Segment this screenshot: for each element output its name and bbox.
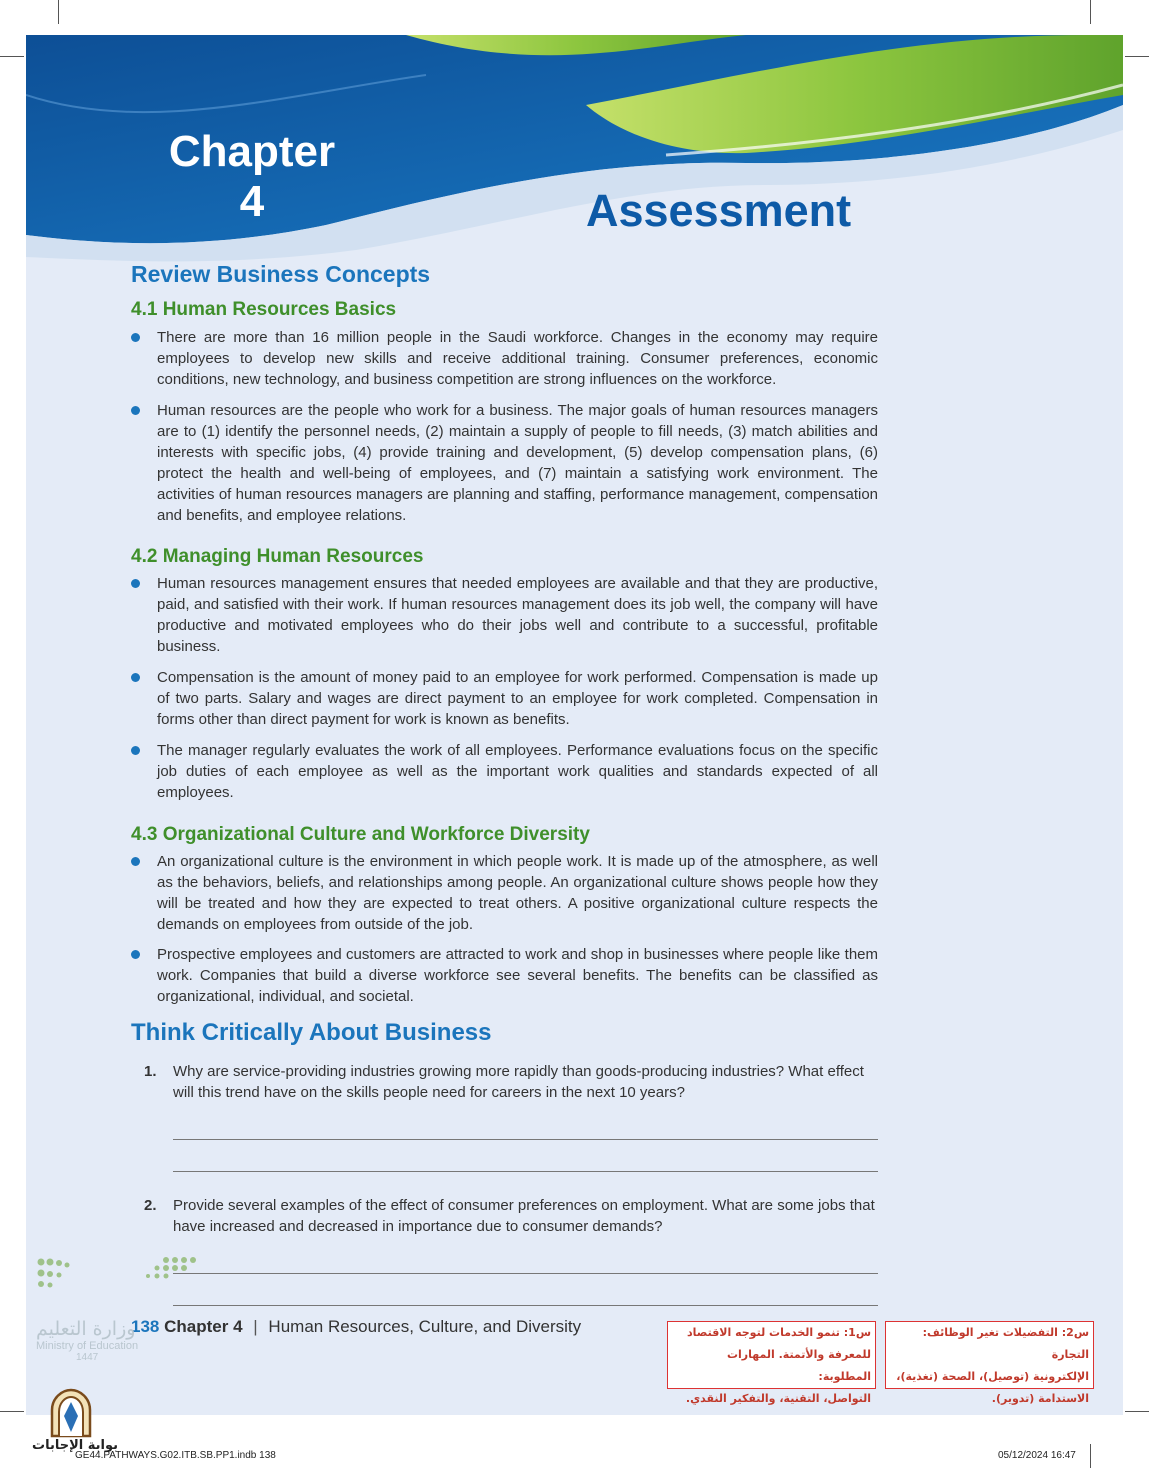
answer-line-text: التواصل، التقنية، والتفكير النقدي. <box>685 1392 871 1405</box>
bullet-item <box>131 400 878 526</box>
chapter-label <box>162 127 342 227</box>
question-number: 1. <box>144 1063 157 1080</box>
footer-chapter-title: Human Resources, Culture, and Diversity <box>268 1317 582 1336</box>
question-item <box>144 1195 878 1237</box>
section-title-4-1: 4.1 Human Resources Basics <box>131 299 397 320</box>
bullet-text: An organizational culture is the environment in which people work. It is made up of the atmosphere, as well as the behaviors, beliefs, and relationships among people. An organizational culture shows people how they will be treated and how they are expected to treat others. A positive organizational culture respects the demands on employees from outside of the job. <box>157 853 878 933</box>
answer-line[interactable] <box>173 1305 878 1306</box>
ministry-english: Ministry of Education <box>36 1340 139 1352</box>
bullet-item <box>131 573 878 657</box>
answer-line-text: للمعرفة والأتمتة. المهارات المطلوبة: <box>726 1348 871 1383</box>
bullet-item <box>131 851 878 935</box>
ministry-logo <box>36 1318 216 1363</box>
crop-mark <box>1125 1411 1149 1412</box>
answer-line[interactable] <box>173 1273 878 1274</box>
ministry-dots-icon <box>36 1256 206 1296</box>
textbook-page <box>26 35 1123 1415</box>
footer-separator: | <box>253 1317 258 1336</box>
question-text: Why are service-providing industries growing more rapidly than goods-producing industries? What effect will this trend have on the skills people need for careers in the next 10 years? <box>173 1063 864 1101</box>
footer-chapter: Chapter 4 <box>164 1317 243 1336</box>
page-title: Assessment <box>586 185 852 236</box>
review-heading: Review Business Concepts <box>131 261 431 287</box>
chapter-word: Chapter <box>168 127 336 176</box>
ministry-arabic: وزارة التعليم <box>36 1318 136 1340</box>
answer-line-text: س1: تنمو الخدمات لتوجه الاقتصاد <box>686 1326 871 1339</box>
crop-mark <box>58 0 59 24</box>
chapter-number: 4 <box>239 177 265 226</box>
bullet-text: Human resources are the people who work for a business. The major goals of human resources managers are to (1) identify the personnel needs, (2) maintain a supply of people to fill needs, (3) match abilities and interests with specific jobs, (4) provide training and development, (5) develop compensation plans, (6) protect the health and well-being of employees, and (7) maintain a satisfying work environment. The activities of human resources managers are planning and staffing, performance management, compensation and benefits, and employee relations. <box>157 402 878 524</box>
bullet-dot-icon <box>131 857 140 866</box>
answer-line[interactable] <box>173 1139 878 1140</box>
bullet-dot-icon <box>131 333 140 342</box>
bullet-item <box>131 667 878 730</box>
bullet-text: There are more than 16 million people in the Saudi workforce. Changes in the economy may require employees to develop new skills and receive additional training. Consumer preferences, economic conditions, new technology, and business competition are strong influences on the workforce. <box>157 329 878 388</box>
answer-box-1 <box>667 1321 876 1405</box>
question-item <box>144 1061 878 1103</box>
ministry-year: 1447 <box>76 1352 99 1363</box>
answer-line-text: الإلكترونية (توصيل)، الصحة (تغذية)، <box>896 1370 1089 1383</box>
bullet-dot-icon <box>131 579 140 588</box>
bullet-dot-icon <box>131 746 140 755</box>
site-logo-icon <box>48 1388 94 1438</box>
bullet-text: The manager regularly evaluates the work of all employees. Performance evaluations focus on the specific job duties of each employee as well as the important work qualities and standards expected of all employees. <box>157 742 878 801</box>
site-label: بوابة الإجابات <box>32 1438 118 1453</box>
bullet-dot-icon <box>131 406 140 415</box>
crop-mark <box>1090 0 1091 24</box>
file-slug: GE44.PATHWAYS.G02.ITB.SB.PP1.indb 138 <box>75 1450 276 1461</box>
bullet-text: Prospective employees and customers are attracted to work and shop in businesses where people like them work. Companies that build a diverse workforce see several benefits. The benefits can be classified as organizational, individual, and societal. <box>157 946 878 1005</box>
section-title-4-2: 4.2 Managing Human Resources <box>131 546 424 567</box>
question-text: Provide several examples of the effect of consumer preferences on employment. What are some jobs that have increased and decreased in importance due to consumer demands? <box>173 1197 875 1235</box>
crop-mark <box>0 1411 24 1412</box>
bullet-item <box>131 944 878 1007</box>
section-title-4-3: 4.3 Organizational Culture and Workforce Diversity <box>131 824 590 845</box>
bullet-text: Human resources management ensures that needed employees are available and that they are productive, paid, and satisfied with their work. If human resources management does its job well, the company will have productive and motivated employees who do their jobs well and contribute to a successful, profitable business. <box>157 575 878 655</box>
question-number: 2. <box>144 1197 157 1214</box>
crop-mark <box>1125 56 1149 57</box>
crop-mark <box>0 56 24 57</box>
think-heading: Think Critically About Business <box>131 1019 492 1046</box>
bullet-dot-icon <box>131 950 140 959</box>
answer-box-2 <box>885 1321 1094 1405</box>
answer-line[interactable] <box>173 1171 878 1172</box>
bullet-item <box>131 327 878 390</box>
page-number: 138 <box>131 1317 160 1336</box>
answer-line-text: الاستدامة (تدوير). <box>991 1392 1089 1405</box>
date-slug: 05/12/2024 16:47 <box>998 1450 1076 1461</box>
bullet-dot-icon <box>131 673 140 682</box>
crop-mark <box>1090 1444 1091 1468</box>
answer-line-text: س2: التفضيلات تغير الوظائف: التجارة <box>922 1326 1089 1361</box>
bullet-item <box>131 740 878 803</box>
bullet-text: Compensation is the amount of money paid to an employee for work performed. Compensation is made up of two parts. Salary and wages are direct payment to an employee for work completed. Compensation in forms other than direct payment for work is known as benefits. <box>157 669 878 728</box>
